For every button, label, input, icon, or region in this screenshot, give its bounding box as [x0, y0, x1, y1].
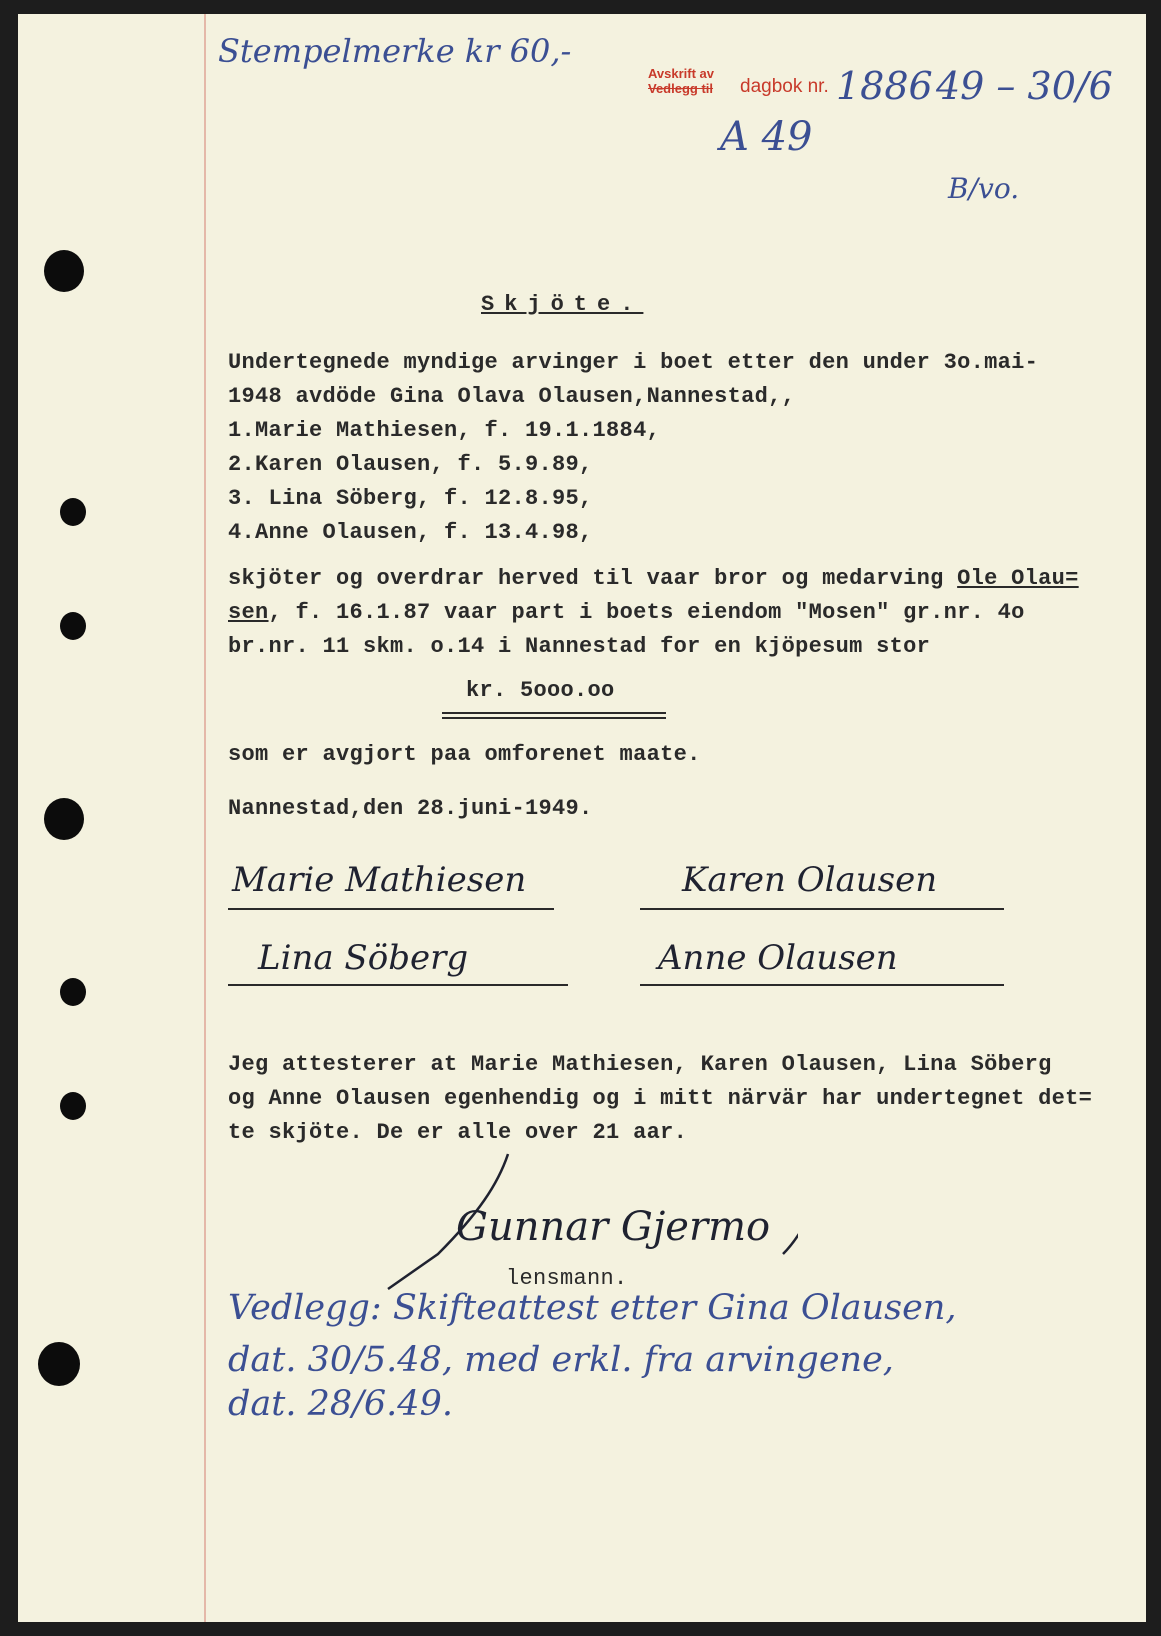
- deed-line: 1948 avdöde Gina Olava Olausen,Nannestad,,: [228, 384, 796, 409]
- punch-hole: [44, 250, 84, 292]
- signature-line: [640, 908, 1004, 910]
- deed-line: 2.Karen Olausen, f. 5.9.89,: [228, 452, 593, 477]
- copy-stamp: [648, 66, 714, 96]
- attestation-line: Jeg attesterer at Marie Mathiesen, Karen Olausen, Lina Söberg: [228, 1052, 1052, 1077]
- transfer-line-3: br.nr. 11 skm. o.14 i Nannestad for en kjöpesum stor: [228, 634, 931, 659]
- fee-note: Stempelmerke kr 60,-: [218, 32, 572, 70]
- margin-line: [204, 14, 206, 1622]
- dagbok-year-date: 49 – 30/6: [936, 64, 1113, 108]
- dagbok-label: dagbok nr.: [740, 76, 829, 97]
- signature-lina: Lina Söberg: [258, 938, 469, 978]
- grantee-name: Ole Olau=: [957, 566, 1079, 591]
- punch-hole: [60, 978, 86, 1006]
- punch-hole: [44, 798, 84, 840]
- dagbok-number: 1886: [836, 64, 933, 108]
- signature-line: [640, 984, 1004, 986]
- deed-line: Undertegnede myndige arvinger i boet etter den under 3o.mai-: [228, 350, 1039, 375]
- ref-code: A 49: [720, 114, 813, 160]
- signature-marie: Marie Mathiesen: [232, 860, 527, 900]
- attachment-line: dat. 28/6.49.: [228, 1384, 453, 1424]
- stamp-line-2: Vedlegg til: [648, 81, 714, 96]
- transfer-text: skjöter og overdrar herved til vaar bror og medarving: [228, 566, 958, 591]
- document-page: [18, 14, 1146, 1622]
- amount-double-rule: [442, 712, 666, 719]
- deed-line: 1.Marie Mathiesen, f. 19.1.1884,: [228, 418, 661, 443]
- attachment-line: dat. 30/5.48, med erkl. fra arvingene,: [228, 1340, 894, 1380]
- settled-line: som er avgjort paa omforenet maate.: [228, 742, 701, 767]
- punch-hole: [60, 612, 86, 640]
- punch-hole: [60, 1092, 86, 1120]
- transfer-line-1: [228, 566, 1079, 591]
- deed-title: Skjöte.: [481, 292, 644, 317]
- officer-signature: Gunnar Gjermo: [456, 1204, 771, 1250]
- punch-hole: [38, 1342, 80, 1386]
- transfer-line-2: [228, 600, 1025, 625]
- punch-hole: [60, 498, 86, 526]
- signature-karen: Karen Olausen: [682, 860, 938, 900]
- deed-line: 4.Anne Olausen, f. 13.4.98,: [228, 520, 593, 545]
- place-date: Nannestad,den 28.juni-1949.: [228, 796, 593, 821]
- transfer-text: , f. 16.1.87 vaar part i boets eiendom "Mosen" gr.nr. 4o: [268, 600, 1025, 625]
- attachment-line: Vedlegg: Skifteattest etter Gina Olausen,: [228, 1288, 957, 1328]
- purchase-amount: kr. 5ooo.oo: [466, 678, 615, 703]
- deed-line: 3. Lina Söberg, f. 12.8.95,: [228, 486, 593, 511]
- attestation-line: te skjöte. De er alle over 21 aar.: [228, 1120, 688, 1145]
- officer-title: lensmann.: [506, 1266, 628, 1291]
- signature-anne: Anne Olausen: [658, 938, 898, 978]
- signature-line: [228, 908, 554, 910]
- initials: B/vo.: [948, 172, 1020, 205]
- attestation-line: og Anne Olausen egenhendig og i mitt närvär har undertegnet det=: [228, 1086, 1093, 1111]
- grantee-name-cont: sen: [228, 600, 269, 625]
- stamp-line-1: Avskrift av: [648, 66, 714, 81]
- signature-line: [228, 984, 568, 986]
